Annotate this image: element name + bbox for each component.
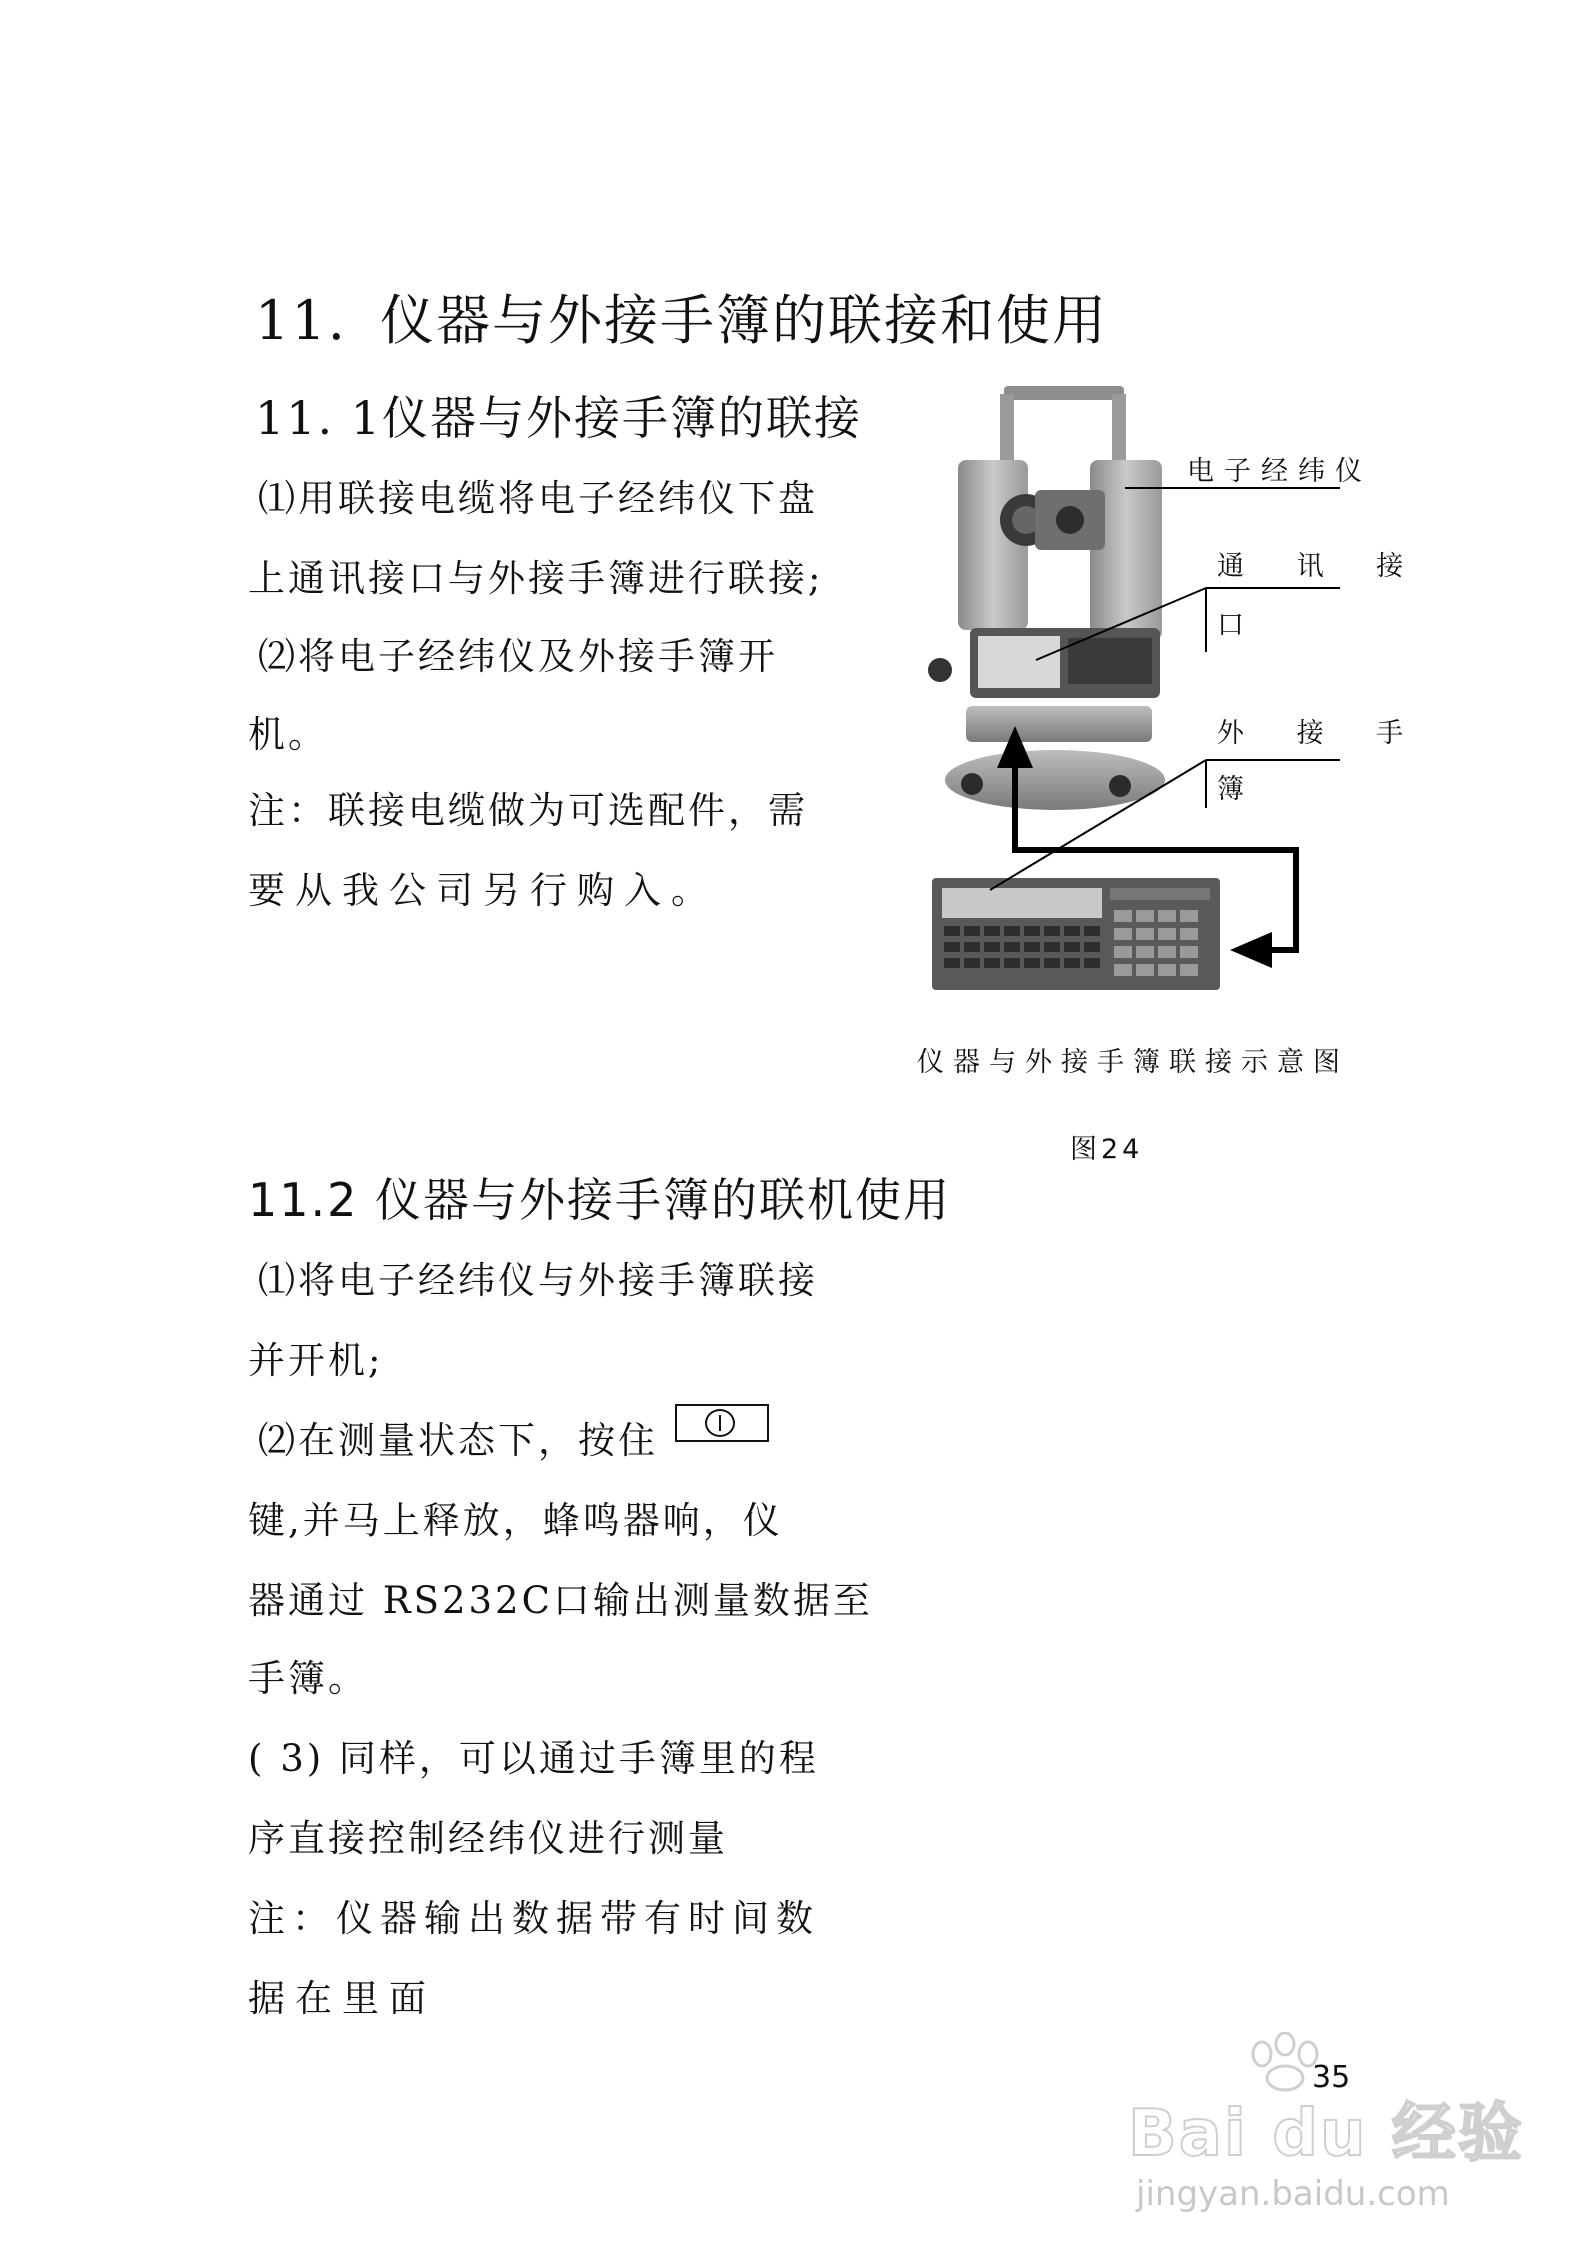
- sub2-line-7: ( 3) 同样，可以通过手簿里的程: [248, 1737, 819, 1780]
- sub1-line-1: ⑴用联接电缆将电子经纬仪下盘: [258, 477, 818, 520]
- sub2-line-8: 序直接控制经纬仪进行测量: [248, 1817, 728, 1860]
- callout-collector-2: 簿: [1217, 774, 1254, 805]
- figure-caption: 仪器与外接手簿联接示意图: [917, 1047, 1349, 1078]
- callout-theodolite: 电子经纬仪: [1187, 456, 1372, 487]
- sub2-line-2: 并开机;: [248, 1339, 384, 1382]
- power-key-icon: [675, 1404, 769, 1442]
- sub1-line-3: ⑵将电子经纬仪及外接手簿开: [258, 635, 778, 678]
- data-collector-image: [932, 878, 1220, 990]
- sub2-line-5: 器通过 RS232C口输出测量数据至: [248, 1579, 873, 1622]
- sub1-note-line-1: 注：联接电缆做为可选配件，需: [248, 789, 808, 832]
- callout-comm-port-2: 口: [1217, 610, 1254, 641]
- sub2-note-line-1: 注：仪器输出数据带有时间数: [248, 1897, 820, 1940]
- sub2-line-1: ⑴将电子经纬仪与外接手簿联接: [258, 1259, 818, 1302]
- theodolite-image: [928, 386, 1165, 810]
- subsection-2-title: 11.2 仪器与外接手簿的联机使用: [248, 1173, 952, 1227]
- sub1-line-4: 机。: [248, 713, 328, 756]
- callout-comm-port-1: 通 讯 接: [1217, 551, 1426, 582]
- page-number: 35: [1312, 2060, 1351, 2095]
- section-heading: [255, 278, 1108, 355]
- sub2-line-4: 键,并马上释放，蜂鸣器响，仪: [248, 1499, 783, 1542]
- sub1-line-2: 上通讯接口与外接手簿进行联接;: [248, 557, 824, 600]
- callout-collector-1: 外 接 手: [1217, 718, 1426, 749]
- baidu-watermark: [1128, 2032, 1538, 2222]
- section-title: 仪器与外接手簿的联接和使用: [380, 289, 1108, 352]
- figure-label: 图24: [1070, 1134, 1144, 1165]
- sub1-note-line-2: 要从我公司另行购入。: [248, 869, 718, 912]
- sub2-line-3: ⑵在测量状态下，按住: [258, 1419, 658, 1462]
- sub2-line-6: 手簿。: [248, 1657, 368, 1700]
- watermark-brand: Bai du 经验: [1128, 2097, 1524, 2171]
- subsection-1-title: 11. 1仪器与外接手簿的联接: [255, 391, 863, 445]
- section-number: 11.: [255, 289, 347, 352]
- sub2-note-line-2: 据在里面: [248, 1977, 436, 2020]
- watermark-url: jingyan.baidu.com: [1136, 2174, 1450, 2214]
